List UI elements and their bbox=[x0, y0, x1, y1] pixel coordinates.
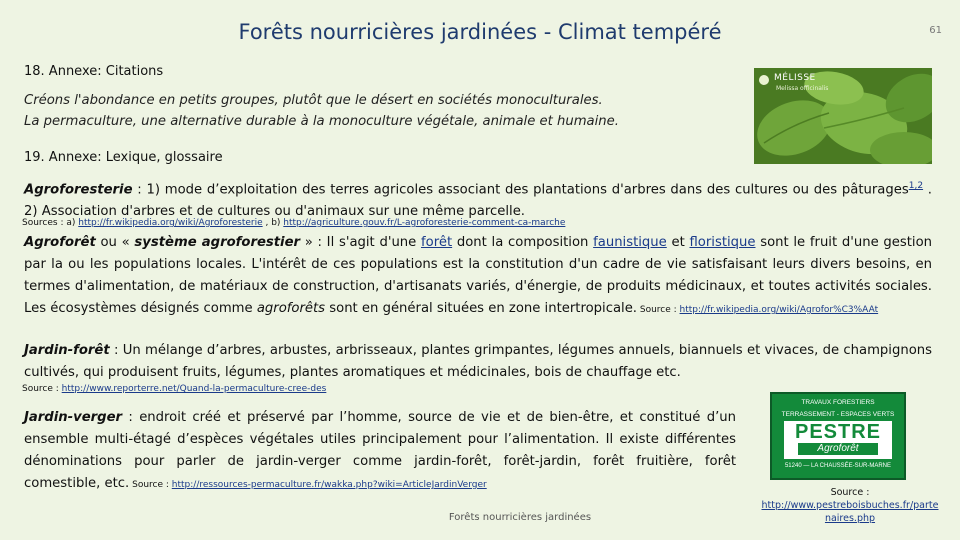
right-source-link[interactable] bbox=[752, 499, 948, 525]
melisse-sublabel: Melissa officinalis bbox=[776, 85, 829, 92]
pestre-logo bbox=[770, 392, 906, 480]
agroforet-source-link[interactable]: http://fr.wikipedia.org/wiki/Agrofor%C3%AAt bbox=[679, 305, 879, 315]
agroforets-italic: agroforêts bbox=[256, 301, 326, 316]
link-floristique[interactable]: floristique bbox=[689, 235, 756, 250]
right-source-link-line-2: naires.php bbox=[824, 513, 876, 524]
melisse-image bbox=[754, 68, 932, 164]
page-number: 61 bbox=[929, 25, 942, 36]
agroforesterie-text-1: : 1) mode d’exploitation des terres agricoles associant des plantations d'arbres dans des cultures ou des pâturages bbox=[132, 182, 909, 198]
jardin-verger-source-link[interactable]: http://ressources-permaculture.fr/wakka.php?wiki=ArticleJardinVerger bbox=[171, 480, 487, 490]
right-source bbox=[752, 486, 948, 525]
right-source-link-line-1: http://www.pestreboisbuches.fr/parte bbox=[761, 500, 939, 511]
agroforet-text-3: sont le fruit d'une gestion par la ou les populations locales. L'intérêt de ces populations est la constitution d'un cadre de vie satisfaisant leurs divers besoins, en termes d'alimentation, de matériaux de construction, d'artisanats variés, d'énergie, de produits médicinaux, et toutes activités sociales. Les écosystèmes désignés comme bbox=[24, 235, 933, 316]
section-19-heading: 19. Annexe: Lexique, glossaire bbox=[24, 150, 223, 165]
agroforet-text-1: dont la composition bbox=[452, 235, 594, 250]
sources-mid: , b) bbox=[262, 218, 284, 228]
term-agroforesterie: Agroforesterie bbox=[24, 182, 133, 198]
agroforet-source-prefix: Source : bbox=[637, 305, 680, 315]
right-source-prefix: Source : bbox=[830, 487, 870, 498]
term-systeme-agroforestier: système agroforestier bbox=[134, 235, 301, 250]
entry-jardin-verger bbox=[24, 407, 736, 495]
term-jardin-foret: Jardin-forêt bbox=[24, 343, 110, 358]
agroforet-text-2: et bbox=[666, 235, 690, 250]
quote-2: La permaculture, une alternative durable à la monoculture végétale, animale et humaine. bbox=[24, 114, 619, 129]
pestre-line-1: TRAVAUX FORESTIERS bbox=[801, 399, 875, 406]
source-link-b[interactable]: http://agriculture.gouv.fr/L-agroforesterie-comment-ca-marche bbox=[283, 218, 566, 228]
footnote-ref[interactable]: 1,2 bbox=[908, 181, 924, 191]
footer-text: Forêts nourricières jardinées bbox=[448, 512, 592, 523]
jardin-verger-text: : endroit créé et préservé par l’homme, source de vie et de bien-être, et constitué d’un ensemble multi-étagé d’espèces végétales utiles principalement pour l’alimentation. Il existe différentes dénominations pour parler de jardin-verger comme jardin-forêt, forêt-jardin, forêt fruitière, forêt comestible, etc. bbox=[24, 410, 736, 491]
page-title: Forêts nourricières jardinées - Climat tempéré bbox=[238, 20, 722, 44]
pestre-sub: Agroforêt bbox=[798, 443, 878, 455]
pestre-address: 51240 — LA CHAUSSÉE-SUR-MARNE bbox=[784, 463, 892, 469]
jardin-foret-source-link[interactable]: http://www.reporterre.net/Quand-la-permaculture-cree-des bbox=[61, 384, 327, 394]
entry-agroforet bbox=[24, 232, 932, 320]
pestre-name: PESTRE bbox=[794, 421, 882, 443]
jardin-foret-text: : Un mélange d’arbres, arbustes, arbrisseaux, plantes grimpantes, légumes annuels, biannuels et vivaces, de champignons cultivés, qui produisent fruits, légumes, plantes aromatiques et médicinales, bois de chauffage etc. bbox=[24, 343, 932, 380]
term-agroforet: Agroforêt bbox=[24, 235, 96, 250]
link-faunistique[interactable]: faunistique bbox=[593, 235, 667, 250]
quotes-block bbox=[24, 90, 744, 132]
agroforesterie-text-2: . 2) Association d'arbres et de cultures ou d'animaux sur une même parcelle. bbox=[24, 182, 932, 220]
term-jardin-verger: Jardin-verger bbox=[24, 410, 123, 425]
jardin-foret-source bbox=[22, 384, 326, 394]
agroforet-ou: ou « bbox=[95, 235, 135, 250]
agroforesterie-sources bbox=[22, 218, 565, 228]
sources-prefix: Sources : a) bbox=[22, 218, 79, 228]
entry-jardin-foret bbox=[24, 340, 932, 384]
pestre-line-2: TERRASSEMENT - ESPACES VERTS bbox=[781, 411, 895, 418]
link-foret[interactable]: forêt bbox=[421, 235, 453, 250]
jardin-verger-source-prefix: Source : bbox=[129, 480, 172, 490]
source-link-a[interactable]: http://fr.wikipedia.org/wiki/Agroforesterie bbox=[78, 218, 263, 228]
melisse-label: MÉLISSE bbox=[774, 73, 816, 83]
quote-1: Créons l'abondance en petits groupes, plutôt que le désert en sociétés monoculturales. bbox=[24, 93, 603, 108]
agroforet-intro: » : Il s'agit d'une bbox=[300, 235, 421, 250]
entry-agroforesterie bbox=[24, 175, 932, 223]
section-18-heading: 18. Annexe: Citations bbox=[24, 64, 164, 79]
pestre-name-box bbox=[784, 421, 892, 459]
agroforet-text-4: sont en général situées en zone intertropicale. bbox=[325, 301, 637, 316]
jardin-foret-source-prefix: Source : bbox=[22, 384, 62, 394]
